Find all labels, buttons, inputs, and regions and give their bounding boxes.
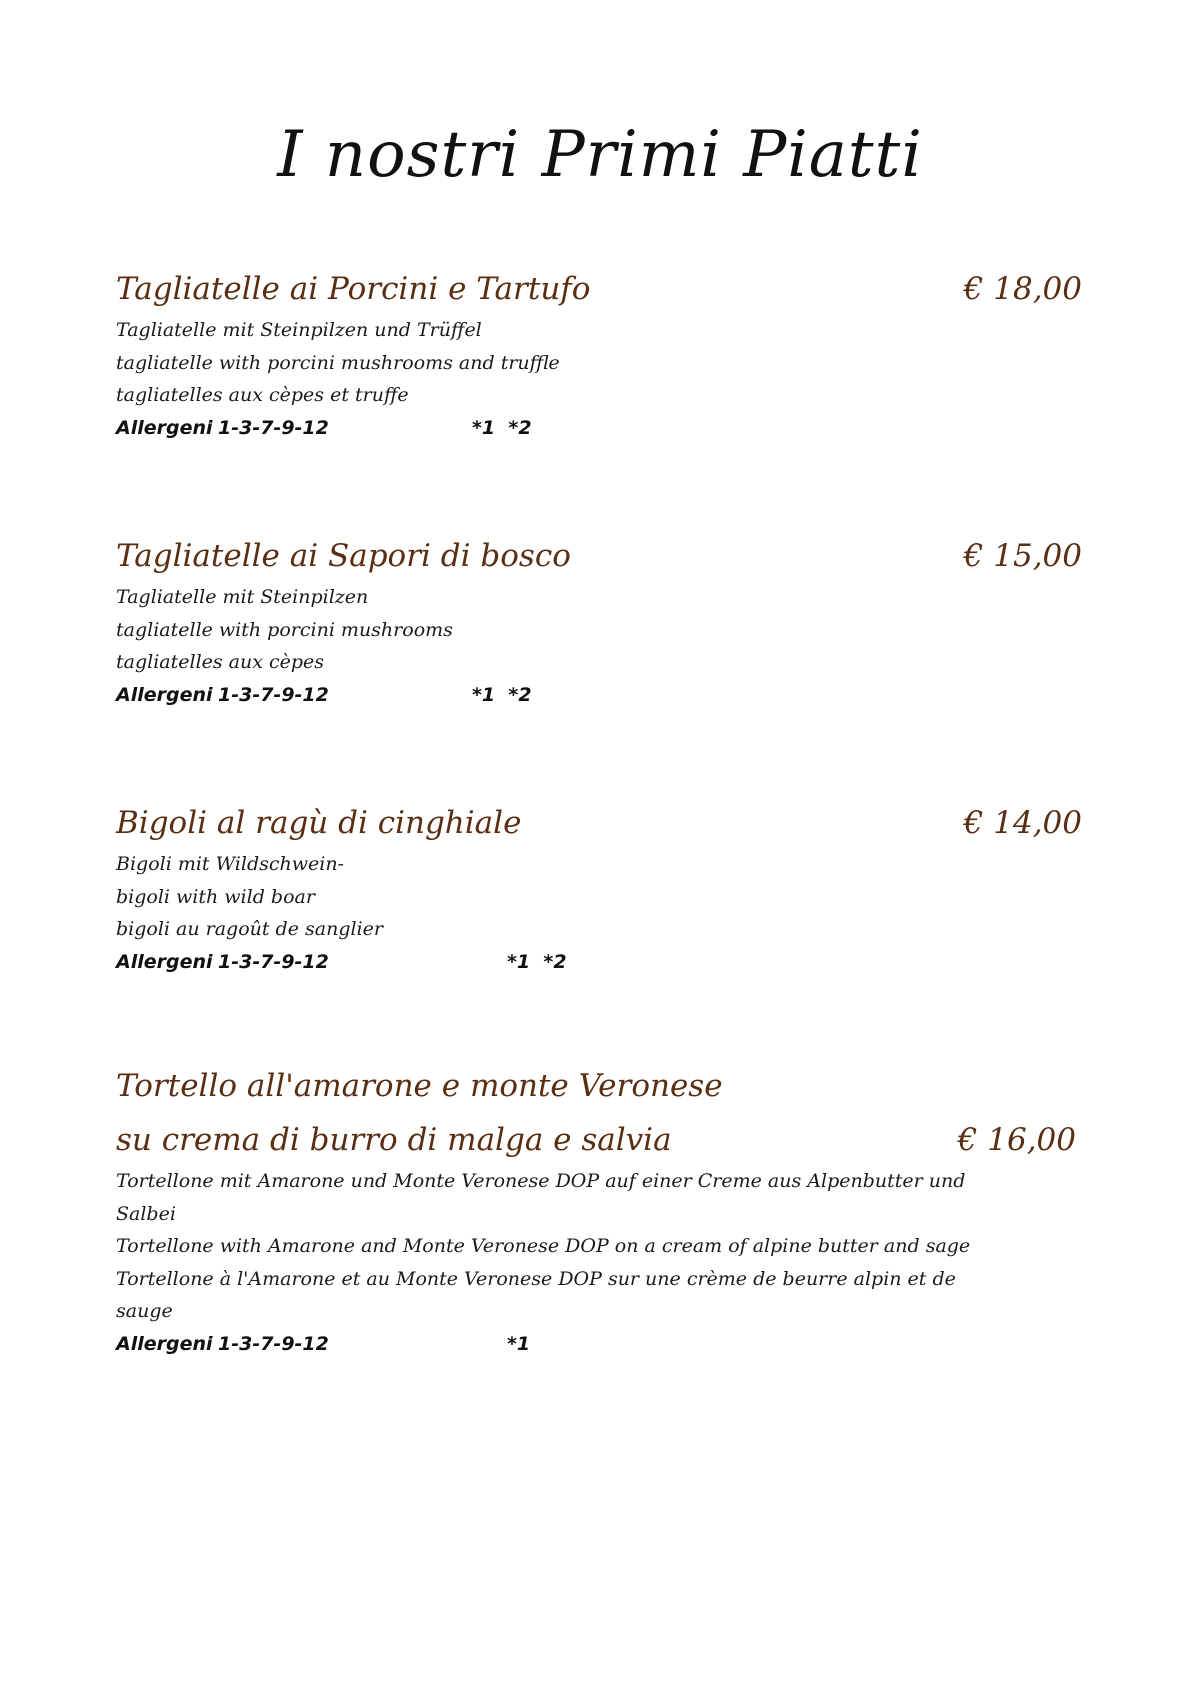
description-german: Tortellone mit Amarone und Monte Veronese DOP auf einer Creme aus Alpenbutter und (116, 1170, 966, 1192)
dish-item (116, 531, 1096, 711)
dish-name: Tagliatelle ai Porcini e Tartufo (116, 271, 591, 307)
dish-price: € 14,00 (963, 805, 1082, 841)
allergens-row (116, 946, 1096, 979)
allergen-codes: 1-3-7-9-12 (218, 1332, 329, 1355)
description-german: Tagliatelle mit Steinpilzen (116, 586, 369, 608)
dish-name: Tagliatelle ai Sapori di bosco (116, 538, 571, 574)
description-french: bigoli au ragoût de sanglier (116, 918, 383, 940)
allergen-marks: *1 *2 (472, 683, 532, 706)
allergens-label: Allergeni (116, 950, 213, 973)
allergen-marks: *1 *2 (507, 950, 567, 973)
allergen-codes: 1-3-7-9-12 (218, 683, 329, 706)
description-french-cont: sauge (116, 1300, 173, 1322)
allergen-marks: *1 *2 (472, 416, 532, 439)
allergen-marks: *1 (507, 1332, 531, 1355)
allergens-label: Allergeni (116, 683, 213, 706)
dish-name-line-1: Tortello all'amarone e monte Veronese (116, 1068, 723, 1104)
description-german: Tagliatelle mit Steinpilzen und Trüffel (116, 319, 482, 341)
allergens-row (116, 679, 1096, 712)
description-english: Tortellone with Amarone and Monte Veronese DOP on a cream of alpine butter and sage (116, 1235, 971, 1257)
description-french: Tortellone à l'Amarone et au Monte Veronese DOP sur une crème de beurre alpin et de (116, 1267, 956, 1290)
description-french: tagliatelles aux cèpes et truffe (116, 384, 409, 406)
allergens-row (116, 412, 1096, 445)
allergens-label: Allergeni (116, 416, 213, 439)
dish-price: € 18,00 (963, 271, 1082, 307)
dish-item (116, 1061, 1096, 1360)
allergens-row (116, 1328, 1096, 1361)
allergen-codes: 1-3-7-9-12 (218, 416, 329, 439)
dish-name: Bigoli al ragù di cinghiale (116, 805, 522, 841)
description-english: bigoli with wild boar (116, 885, 315, 908)
dish-item (116, 264, 1096, 444)
description-english: tagliatelle with porcini mushrooms (116, 618, 453, 641)
description-german: Bigoli mit Wildschwein- (116, 853, 344, 875)
dish-name-row (116, 1115, 1096, 1165)
dish-price: € 16,00 (957, 1122, 1076, 1158)
dish-price: € 15,00 (963, 538, 1082, 574)
allergens-label: Allergeni (116, 1332, 213, 1355)
page-title: I nostri Primi Piatti (277, 118, 923, 192)
dish-name-line-2: su crema di burro di malga e salvia (116, 1122, 672, 1158)
description-german-cont: Salbei (116, 1202, 176, 1225)
description-english: tagliatelle with porcini mushrooms and truffle (116, 351, 560, 374)
allergen-codes: 1-3-7-9-12 (218, 950, 329, 973)
description-french: tagliatelles aux cèpes (116, 651, 325, 673)
dish-item (116, 798, 1096, 978)
